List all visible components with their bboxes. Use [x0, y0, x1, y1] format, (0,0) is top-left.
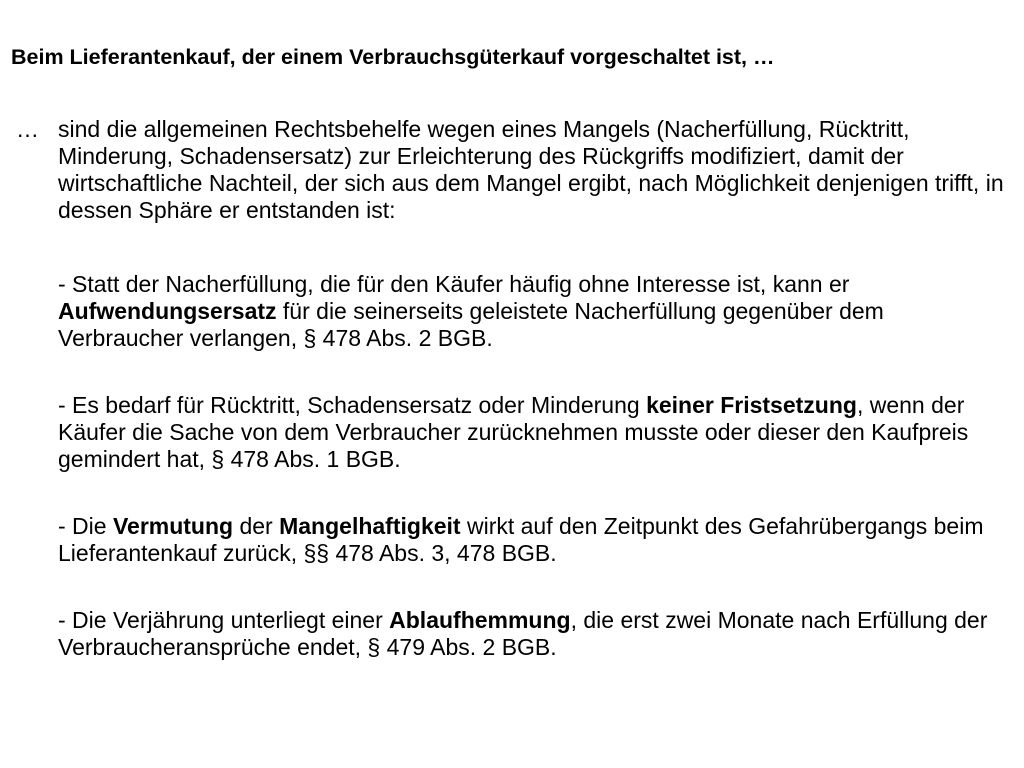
- slide-body: [58, 116, 1013, 661]
- rule-item-ablaufhemmung: [58, 607, 1013, 661]
- item-text: - Die: [58, 513, 113, 539]
- item-emphasis: Mangelhaftigkeit: [279, 513, 461, 539]
- item-text: , die erst zwei Monate nach Erfüllung der Verbraucheransprüche endet, § 479 Abs. 2 BGB.: [58, 607, 988, 660]
- rule-item-vermutung: [58, 513, 1013, 567]
- slide-title: Beim Lieferantenkauf, der einem Verbrauchsgüterkauf vorgeschaltet ist, …: [11, 45, 775, 69]
- item-text: für die seinerseits geleistete Nacherfüllung gegenüber dem Verbraucher verlangen, § 478 Abs. 2 BGB.: [58, 298, 884, 351]
- item-emphasis: keiner Fristsetzung: [646, 392, 857, 418]
- item-emphasis: Aufwendungsersatz: [58, 298, 277, 324]
- item-text: , wenn der Käufer die Sache von dem Verbraucher zurücknehmen musste oder dieser den Kaufpreis gemindert hat, § 478 Abs. 1 BGB.: [58, 392, 969, 472]
- rule-item-fristsetzung: [58, 392, 1013, 473]
- intro-paragraph: sind die allgemeinen Rechtsbehelfe wegen eines Mangels (Nacherfüllung, Rücktritt, Minderung, Schadensersatz) zur Erleichterung des Rückgriffs modifiziert, damit der wirtschaftliche Nachteil, der sich aus dem Mangel ergibt, nach Möglichkeit denjenigen trifft, in dessen Sphäre er entstanden ist:: [58, 116, 1004, 223]
- item-text: - Die Verjährung unterliegt einer: [58, 607, 390, 633]
- rule-item-aufwendungsersatz: [58, 271, 1013, 352]
- item-text: - Statt der Nacherfüllung, die für den Käufer häufig ohne Interesse ist, kann er: [58, 271, 850, 297]
- item-emphasis: Ablaufhemmung: [389, 607, 571, 633]
- bullet-marker: …: [16, 116, 39, 142]
- item-text: wirkt auf den Zeitpunkt des Gefahrübergangs beim Lieferantenkauf zurück, §§ 478 Abs. 3, 478 BGB.: [58, 513, 984, 566]
- item-text: der: [233, 513, 280, 539]
- item-text: - Es bedarf für Rücktritt, Schadensersatz oder Minderung: [58, 392, 647, 418]
- item-emphasis: Vermutung: [112, 513, 234, 539]
